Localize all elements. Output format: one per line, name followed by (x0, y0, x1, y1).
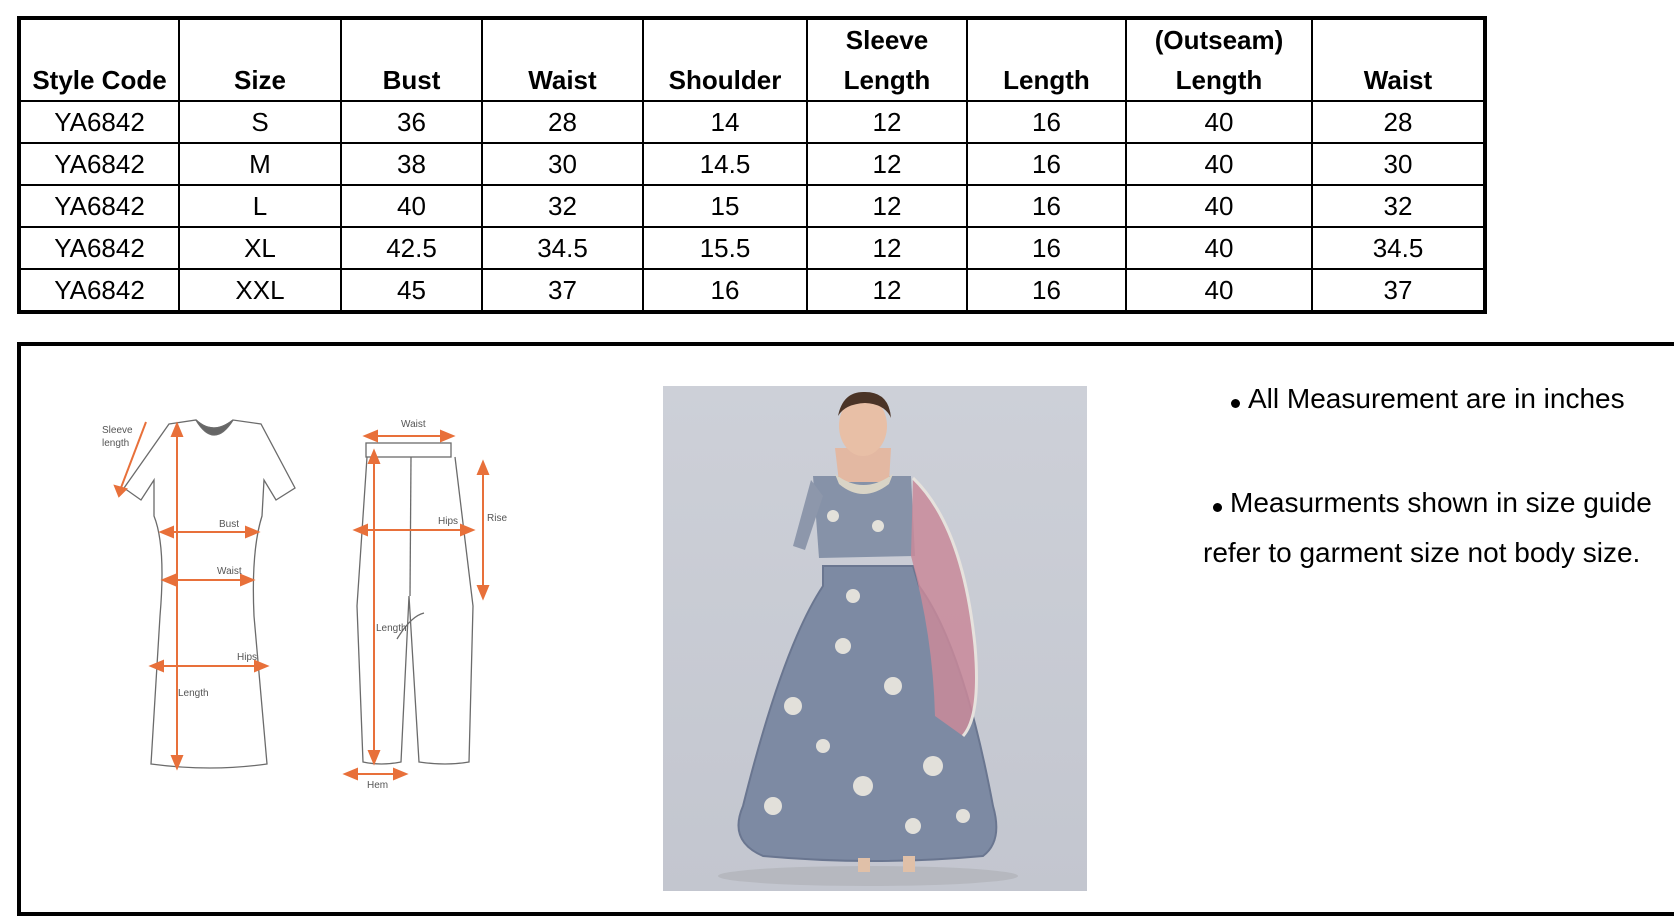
table-cell: 16 (643, 269, 807, 312)
table-cell: 12 (807, 101, 967, 143)
table-cell: 37 (1312, 269, 1485, 312)
column-header-line2: Shoulder (668, 65, 782, 95)
sleeve-length-label: length (102, 438, 130, 449)
model-photo (663, 386, 1087, 891)
measurement-sketch (81, 406, 551, 836)
table-cell: 15.5 (643, 227, 807, 269)
size-chart-table (17, 16, 1487, 314)
table-cell: YA6842 (19, 143, 179, 185)
length-label: Length (178, 688, 209, 699)
note-garment-size-line2: refer to garment size not body size. (1203, 537, 1641, 568)
column-header-line2: Length (1003, 65, 1090, 95)
notes-block (1183, 374, 1663, 578)
table-cell: 16 (967, 227, 1126, 269)
table-cell: 32 (482, 185, 643, 227)
table-cell: YA6842 (19, 269, 179, 312)
table-cell: 14.5 (643, 143, 807, 185)
table-cell: 40 (1126, 101, 1312, 143)
table-cell: YA6842 (19, 185, 179, 227)
table-cell: 40 (1126, 269, 1312, 312)
table-cell: 36 (341, 101, 482, 143)
table-cell: L (179, 185, 341, 227)
table-cell: 34.5 (482, 227, 643, 269)
table-cell: 12 (807, 185, 967, 227)
note-garment-size-line1: Measurments shown in size guide (1230, 487, 1652, 518)
column-header-line2: Size (233, 65, 287, 95)
note-garment-size-cont (1183, 528, 1663, 578)
note-inches-text: All Measurement are in inches (1248, 383, 1625, 414)
table-cell: 30 (482, 143, 643, 185)
column-header (482, 18, 643, 101)
column-header (19, 18, 179, 101)
table-cell: YA6842 (19, 101, 179, 143)
bullet-icon (1213, 503, 1222, 512)
column-header-line1: Sleeve (845, 25, 929, 55)
column-header-line2: Length (843, 65, 931, 95)
table-cell: 45 (341, 269, 482, 312)
pant-hips-label: Hips (438, 516, 459, 527)
column-header-line2: Bust (382, 65, 441, 95)
note-garment-size (1183, 478, 1663, 528)
table-cell: 16 (967, 269, 1126, 312)
column-header-line2: Waist (528, 65, 597, 95)
table-body (19, 101, 1485, 312)
bust-label: Bust (219, 519, 240, 530)
table-cell: 38 (341, 143, 482, 185)
table-cell: XL (179, 227, 341, 269)
table-cell: 30 (1312, 143, 1485, 185)
table-cell: 12 (807, 227, 967, 269)
hem-label: Hem (367, 780, 389, 791)
table-cell: 37 (482, 269, 643, 312)
column-header (967, 18, 1126, 101)
sleeve-label: Sleeve (102, 425, 133, 436)
bullet-icon (1231, 399, 1240, 408)
table-row (19, 101, 1485, 143)
table-cell: 16 (967, 185, 1126, 227)
table-cell: XXL (179, 269, 341, 312)
table-cell: 28 (1312, 101, 1485, 143)
table-row (19, 227, 1485, 269)
table-cell: 40 (1126, 227, 1312, 269)
column-header-line2: Waist (1363, 65, 1433, 95)
table-cell: M (179, 143, 341, 185)
column-header (179, 18, 341, 101)
table-row (19, 143, 1485, 185)
hips-label: Hips (237, 652, 258, 663)
table-cell: S (179, 101, 341, 143)
column-header-line1: (Outseam) (1154, 25, 1284, 55)
table-cell: 32 (1312, 185, 1485, 227)
note-inches (1183, 374, 1663, 424)
table-cell: YA6842 (19, 227, 179, 269)
table-cell: 14 (643, 101, 807, 143)
rise-label: Rise (487, 513, 508, 524)
top-garment-sketch (124, 420, 295, 768)
column-header (807, 18, 967, 101)
top-measure-arrows (115, 422, 267, 768)
table-cell: 12 (807, 143, 967, 185)
table-cell: 12 (807, 269, 967, 312)
table-cell: 34.5 (1312, 227, 1485, 269)
table-cell: 28 (482, 101, 643, 143)
pant-waist-label: Waist (401, 419, 426, 430)
column-header-line2: Style Code (32, 65, 167, 95)
size-guide-panel (17, 342, 1674, 916)
top-labels (102, 425, 257, 699)
table-cell: 40 (341, 185, 482, 227)
table-cell: 40 (1126, 185, 1312, 227)
table-cell: 40 (1126, 143, 1312, 185)
table-cell: 16 (967, 101, 1126, 143)
table-row (19, 269, 1485, 312)
table-cell: 42.5 (341, 227, 482, 269)
waist-label: Waist (217, 566, 242, 577)
table-row (19, 185, 1485, 227)
column-header (1126, 18, 1312, 101)
column-header (341, 18, 482, 101)
column-header (1312, 18, 1485, 101)
table-header-row (19, 18, 1485, 101)
column-header-line2: Length (1175, 65, 1263, 95)
table-cell: 15 (643, 185, 807, 227)
table-cell: 16 (967, 143, 1126, 185)
column-header (643, 18, 807, 101)
model-photo-illustration (663, 386, 1087, 891)
pant-length-label: Length (376, 623, 407, 634)
